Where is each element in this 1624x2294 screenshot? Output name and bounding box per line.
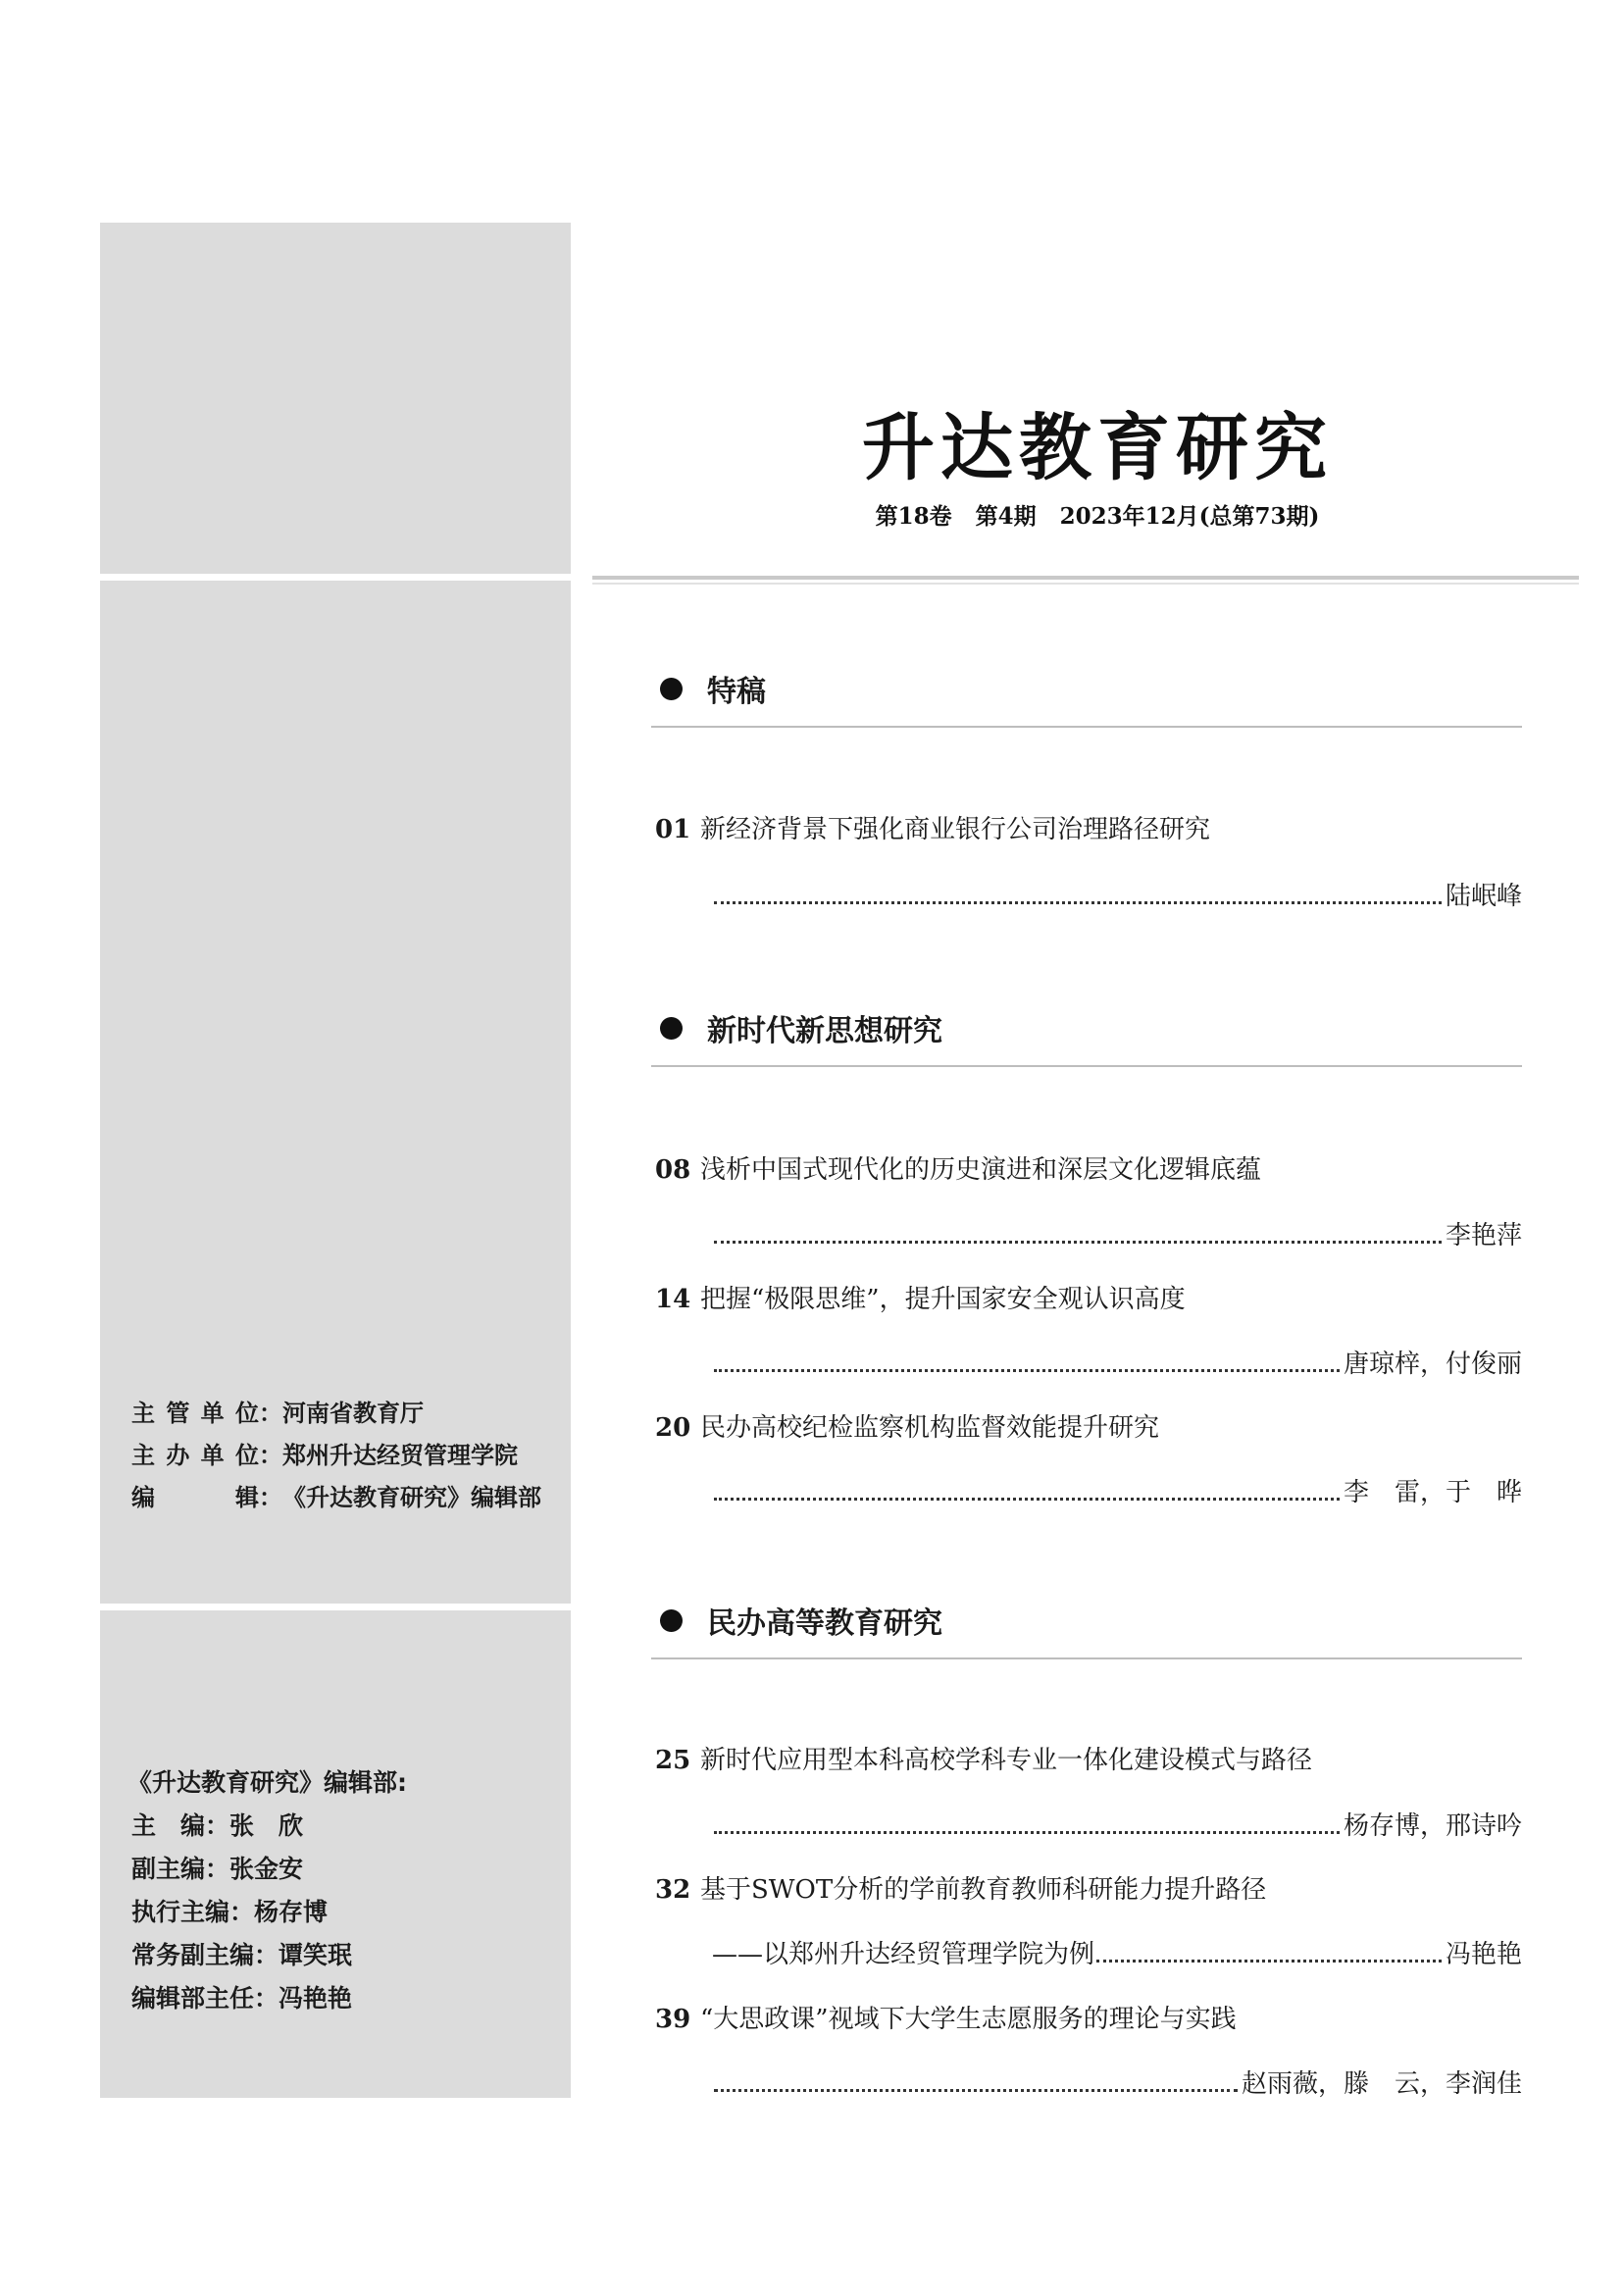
section-heading bbox=[655, 667, 1522, 710]
sidebar-panel-top bbox=[100, 223, 571, 574]
bullet-icon bbox=[660, 1609, 683, 1632]
staff-name: 谭笑珉 bbox=[279, 1941, 353, 1969]
staff-role: 常务副主编 bbox=[131, 1941, 255, 1969]
staff-role: 执行主编 bbox=[131, 1898, 230, 1926]
staff-row: 编辑部主任 ： 冯艳艳 bbox=[131, 1977, 407, 2020]
page-number: 20 bbox=[655, 1413, 691, 1443]
issue-date: 2023年12月(总第73期) bbox=[1059, 503, 1320, 530]
article-authors: 赵雨薇，滕 云，李润佳 bbox=[1241, 2069, 1522, 2099]
issue-info bbox=[571, 498, 1624, 531]
article-title: 新时代应用型本科高校学科专业一体化建设模式与路径 bbox=[700, 1746, 1313, 1775]
toc-entry-title[interactable] bbox=[655, 1869, 1538, 1906]
article-title: “大思政课”视域下大学生志愿服务的理论与实践 bbox=[700, 2005, 1237, 2034]
dot-leader bbox=[714, 2088, 1238, 2092]
issue-number: 第4期 bbox=[975, 503, 1037, 530]
section-heading bbox=[655, 1599, 1522, 1642]
article-title: 浅析中国式现代化的历史演进和深层文化逻辑底蕴 bbox=[700, 1155, 1262, 1185]
org-value: 河南省教育厅 bbox=[282, 1400, 424, 1427]
toc-entry-author-line bbox=[712, 876, 1522, 912]
section-divider bbox=[651, 1065, 1522, 1067]
toc-entry-author-line bbox=[712, 1934, 1522, 1970]
editorial-staff bbox=[127, 1761, 407, 2020]
page-number: 32 bbox=[655, 1875, 691, 1905]
dot-leader bbox=[714, 900, 1442, 904]
org-label: 主管单位 bbox=[131, 1400, 259, 1427]
bullet-icon bbox=[660, 1017, 683, 1040]
staff-role: 主 编 bbox=[131, 1811, 206, 1840]
volume-number: 第18卷 bbox=[875, 503, 952, 530]
article-authors: 冯艳艳 bbox=[1445, 1940, 1522, 1969]
dot-leader bbox=[1096, 1959, 1442, 1963]
dot-leader bbox=[714, 1240, 1442, 1244]
article-authors: 李 雷，于 晔 bbox=[1343, 1478, 1522, 1507]
org-label: 编辑 bbox=[131, 1484, 259, 1511]
header-divider-secondary bbox=[592, 583, 1579, 585]
toc-entry-author-line bbox=[712, 1472, 1522, 1508]
article-title: 新经济背景下强化商业银行公司治理路径研究 bbox=[700, 815, 1211, 844]
page-number: 25 bbox=[655, 1746, 691, 1775]
toc-entry-title[interactable] bbox=[655, 809, 1538, 845]
organization-info bbox=[131, 1393, 541, 1519]
toc-entry-author-line bbox=[712, 1344, 1522, 1380]
staff-row: 主 编 ： 张 欣 bbox=[131, 1805, 407, 1848]
staff-name: 张金安 bbox=[229, 1855, 304, 1883]
toc-entry-author-line bbox=[712, 1215, 1522, 1251]
page-number: 01 bbox=[655, 815, 691, 844]
page-number: 08 bbox=[655, 1155, 691, 1185]
bullet-icon bbox=[660, 678, 683, 700]
article-authors: 唐琼梓，付俊丽 bbox=[1343, 1350, 1522, 1379]
article-subtitle: ——以郑州升达经贸管理学院为例 bbox=[712, 1940, 1095, 1969]
article-authors: 李艳萍 bbox=[1445, 1221, 1522, 1250]
org-value: 郑州升达经贸管理学院 bbox=[282, 1442, 518, 1469]
dot-leader bbox=[714, 1368, 1340, 1372]
article-title: 基于SWOT分析的学前教育教师科研能力提升路径 bbox=[700, 1875, 1267, 1905]
staff-name: 张 欣 bbox=[229, 1811, 304, 1840]
toc-entry-author-line bbox=[712, 1806, 1522, 1842]
page-number: 39 bbox=[655, 2005, 691, 2034]
staff-row: 执行主编 ： 杨存博 bbox=[131, 1891, 407, 1934]
section-title: 民办高等教育研究 bbox=[707, 1606, 942, 1641]
toc-entry-title[interactable] bbox=[655, 1149, 1538, 1186]
staff-role: 副主编 bbox=[131, 1855, 206, 1883]
dot-leader bbox=[714, 1830, 1340, 1834]
staff-name: 冯艳艳 bbox=[279, 1984, 353, 2013]
staff-heading: 《升达教育研究》编辑部: bbox=[127, 1768, 407, 1797]
toc-entry-title[interactable] bbox=[655, 1999, 1538, 2035]
org-row: 主管单位 ： 河南省教育厅 bbox=[131, 1393, 541, 1435]
toc-entry-title[interactable] bbox=[655, 1279, 1538, 1315]
article-title: 把握“极限思维”，提升国家安全观认识高度 bbox=[700, 1285, 1186, 1314]
section-divider bbox=[651, 726, 1522, 728]
dot-leader bbox=[714, 1497, 1340, 1501]
toc-entry-title[interactable] bbox=[655, 1740, 1538, 1776]
article-authors: 杨存博，邢诗吟 bbox=[1343, 1811, 1522, 1841]
org-label: 主办单位 bbox=[131, 1442, 259, 1469]
staff-name: 杨存博 bbox=[254, 1898, 329, 1926]
staff-row: 常务副主编 ： 谭笑珉 bbox=[131, 1934, 407, 1977]
section-title: 特稿 bbox=[707, 675, 766, 709]
toc-entry-title[interactable] bbox=[655, 1407, 1538, 1444]
section-title: 新时代新思想研究 bbox=[707, 1014, 942, 1048]
page-number: 14 bbox=[655, 1285, 691, 1314]
toc-entry-author-line bbox=[712, 2064, 1522, 2100]
header-divider bbox=[592, 576, 1579, 580]
article-title: 民办高校纪检监察机构监督效能提升研究 bbox=[700, 1413, 1160, 1443]
journal-title: 升达教育研究 bbox=[862, 406, 1333, 490]
section-divider bbox=[651, 1657, 1522, 1659]
staff-row: 副主编 ： 张金安 bbox=[131, 1848, 407, 1891]
org-row: 编辑 ： 《升达教育研究》编辑部 bbox=[131, 1477, 541, 1519]
org-value: 《升达教育研究》编辑部 bbox=[282, 1484, 541, 1511]
article-authors: 陆岷峰 bbox=[1445, 882, 1522, 911]
org-row: 主办单位 ： 郑州升达经贸管理学院 bbox=[131, 1435, 541, 1477]
section-heading bbox=[655, 1006, 1522, 1049]
staff-role: 编辑部主任 bbox=[131, 1984, 255, 2013]
